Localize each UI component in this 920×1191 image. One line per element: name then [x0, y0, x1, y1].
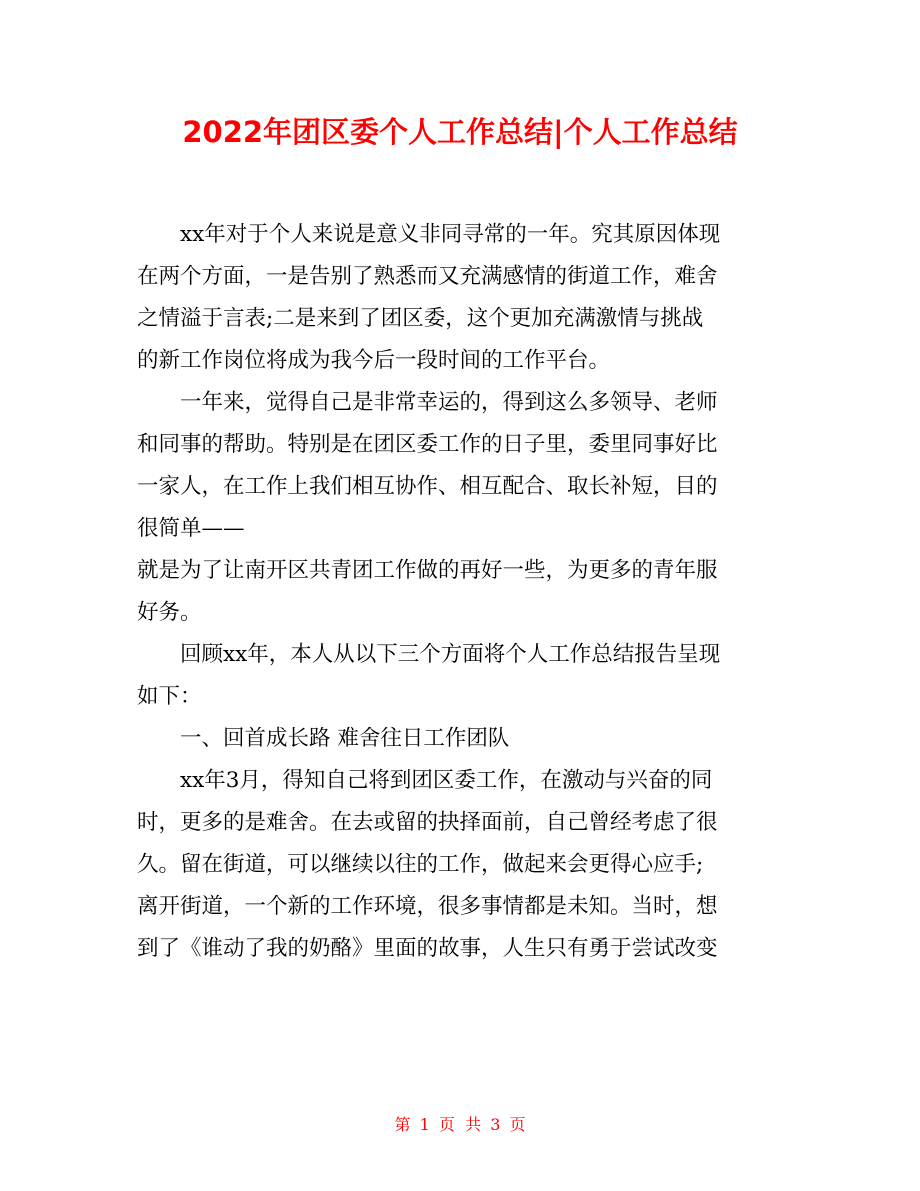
paragraph-line: 久。留在街道，可以继续以往的工作，做起来会更得心应手; [137, 852, 704, 877]
paragraph-line: 之情溢于言表;二是来到了团区委，这个更加充满激情与挑战 [137, 306, 704, 331]
paragraph-line: 很简单—— [137, 516, 245, 541]
footer-middle: 页 共 [438, 1115, 482, 1134]
section-heading-text: 一、回首成长路 难舍往日工作团队 [180, 726, 510, 751]
footer-prefix: 第 [394, 1115, 411, 1134]
paragraph-line: 在两个方面，一是告别了熟悉而又充满感情的街道工作，难舍 [137, 264, 718, 289]
paragraph-line: 离开街道，一个新的工作环境，很多事情都是未知。当时，想 [137, 894, 718, 919]
paragraph-line: 的新工作岗位将成为我今后一段时间的工作平台。 [137, 348, 611, 373]
paragraph-line: 到了《谁动了我的奶酪》里面的故事，人生只有勇于尝试改变 [137, 936, 718, 961]
paragraph-line: 一家人，在工作上我们相互协作、相互配合、取长补短，目的 [137, 474, 718, 499]
footer-suffix: 页 [509, 1115, 526, 1134]
paragraph-line: 时，更多的是难舍。在去或留的抉择面前，自己曾经考虑了很 [137, 810, 718, 835]
document-title: 2022年团区委个人工作总结|个人工作总结 [182, 115, 738, 149]
page-footer [0, 1114, 920, 1136]
paragraph-2 [137, 382, 785, 634]
paragraph-1 [137, 214, 785, 382]
section-heading-1 [137, 718, 785, 760]
document-body [137, 214, 785, 970]
paragraph-line: 回顾xx年，本人从以下三个方面将个人工作总结报告呈现 [180, 642, 721, 667]
paragraph-line: 就是为了让南开区共青团工作做的再好一些，为更多的青年服 [137, 558, 718, 583]
paragraph-4 [137, 760, 785, 970]
paragraph-3 [137, 634, 785, 718]
paragraph-line: xx年3月，得知自己将到团区委工作，在激动与兴奋的同 [180, 768, 713, 793]
paragraph-line: 和同事的帮助。特别是在团区委工作的日子里，委里同事好比 [137, 432, 718, 457]
paragraph-line: 如下： [137, 684, 202, 709]
paragraph-line: 好务。 [137, 600, 202, 625]
paragraph-line: xx年对于个人来说是意义非同寻常的一年。究其原因体现 [180, 222, 721, 247]
paragraph-line: 一年来，觉得自己是非常幸运的，得到这么多领导、老师 [180, 390, 718, 415]
footer-total-pages: 3 [490, 1115, 501, 1134]
footer-current-page: 1 [419, 1115, 430, 1134]
